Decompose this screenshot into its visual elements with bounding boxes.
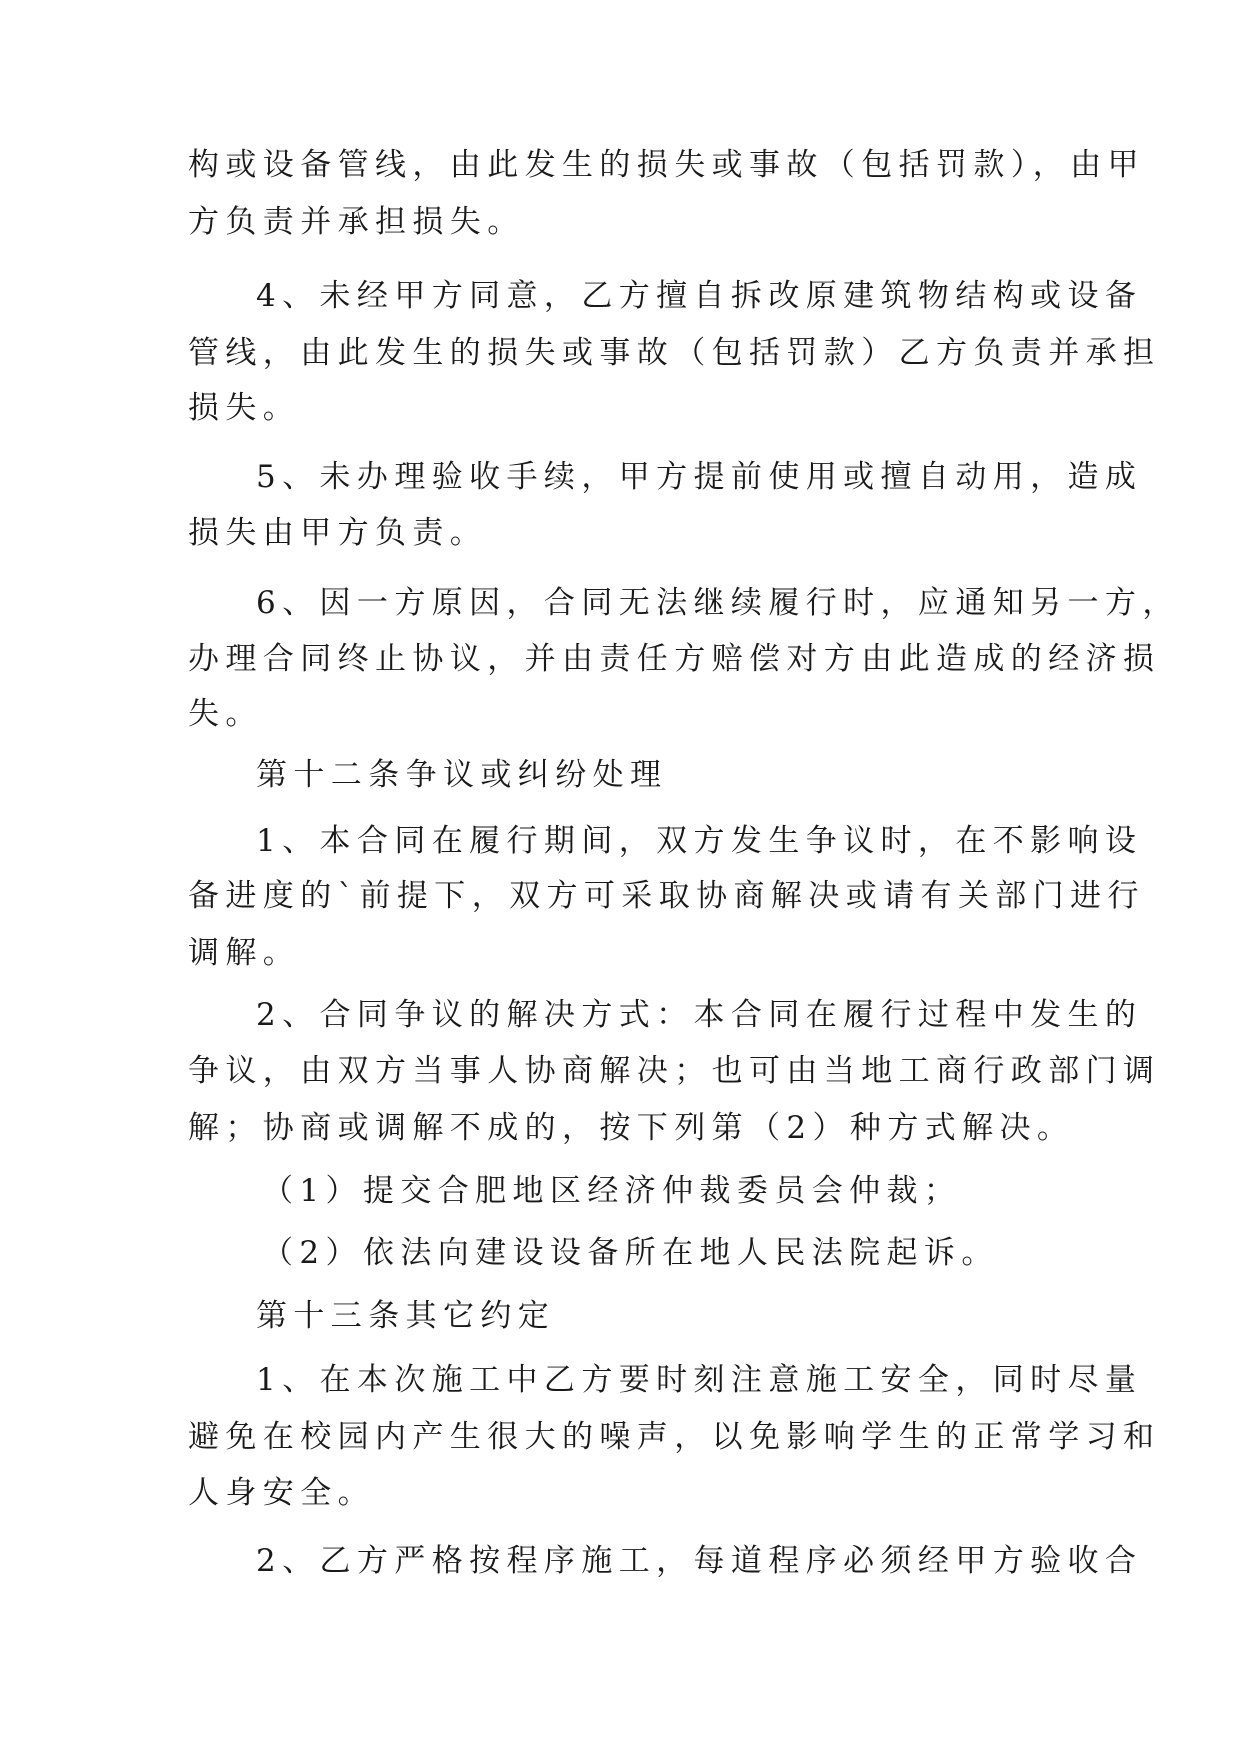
text-line: 人身安全。	[188, 1475, 375, 1511]
option-1: （1）提交合肥地区经济仲裁委员会仲裁；	[262, 1173, 962, 1209]
text-line: 失。	[188, 696, 263, 732]
option-2: （2）依法向建设设备所在地人民法院起诉。	[262, 1235, 999, 1271]
clause-13-1: 1、在本次施工中乙方要时刻注意施工安全，同时尽量	[256, 1362, 1143, 1398]
text-line: 避免在校园内产生很大的噪声，以免影响学生的正常学习和	[188, 1419, 1161, 1455]
text-line: 备进度的`前提下，双方可采取协商解决或请有关部门进行	[188, 878, 1145, 914]
text-line: 争议，由双方当事人协商解决；也可由当地工商行政部门调	[188, 1053, 1161, 1089]
text-line: 办理合同终止协议，并由责任方赔偿对方由此造成的经济损	[188, 641, 1161, 677]
text-line: 管线，由此发生的损失或事故（包括罚款）乙方负责并承担	[188, 335, 1161, 371]
clause-13-2: 2、乙方严格按程序施工，每道程序必须经甲方验收合	[256, 1543, 1143, 1579]
article-12-heading: 第十二条争议或纠纷处理	[256, 757, 668, 793]
text-line: 损失由甲方负责。	[188, 515, 488, 551]
article-13-heading: 第十三条其它约定	[256, 1298, 556, 1334]
text-line: 解；协商或调解不成的，按下列第（2）种方式解决。	[188, 1110, 1075, 1146]
text-line: 调解。	[188, 935, 301, 971]
text-line: 构或设备管线，由此发生的损失或事故（包括罚款），由甲	[188, 147, 1145, 183]
clause-5: 5、未办理验收手续，甲方提前使用或擅自动用，造成	[256, 459, 1143, 495]
clause-6: 6、因一方原因，合同无法继续履行时，应通知另一方，	[256, 585, 1180, 621]
text-line: 方负责并承担损失。	[188, 204, 525, 240]
clause-12-2: 2、合同争议的解决方式：本合同在履行过程中发生的	[256, 997, 1143, 1033]
text-line: 损失。	[188, 390, 301, 426]
clause-12-1: 1、本合同在履行期间，双方发生争议时，在不影响设	[256, 823, 1143, 859]
clause-4: 4、未经甲方同意，乙方擅自拆改原建筑物结构或设备	[256, 278, 1143, 314]
